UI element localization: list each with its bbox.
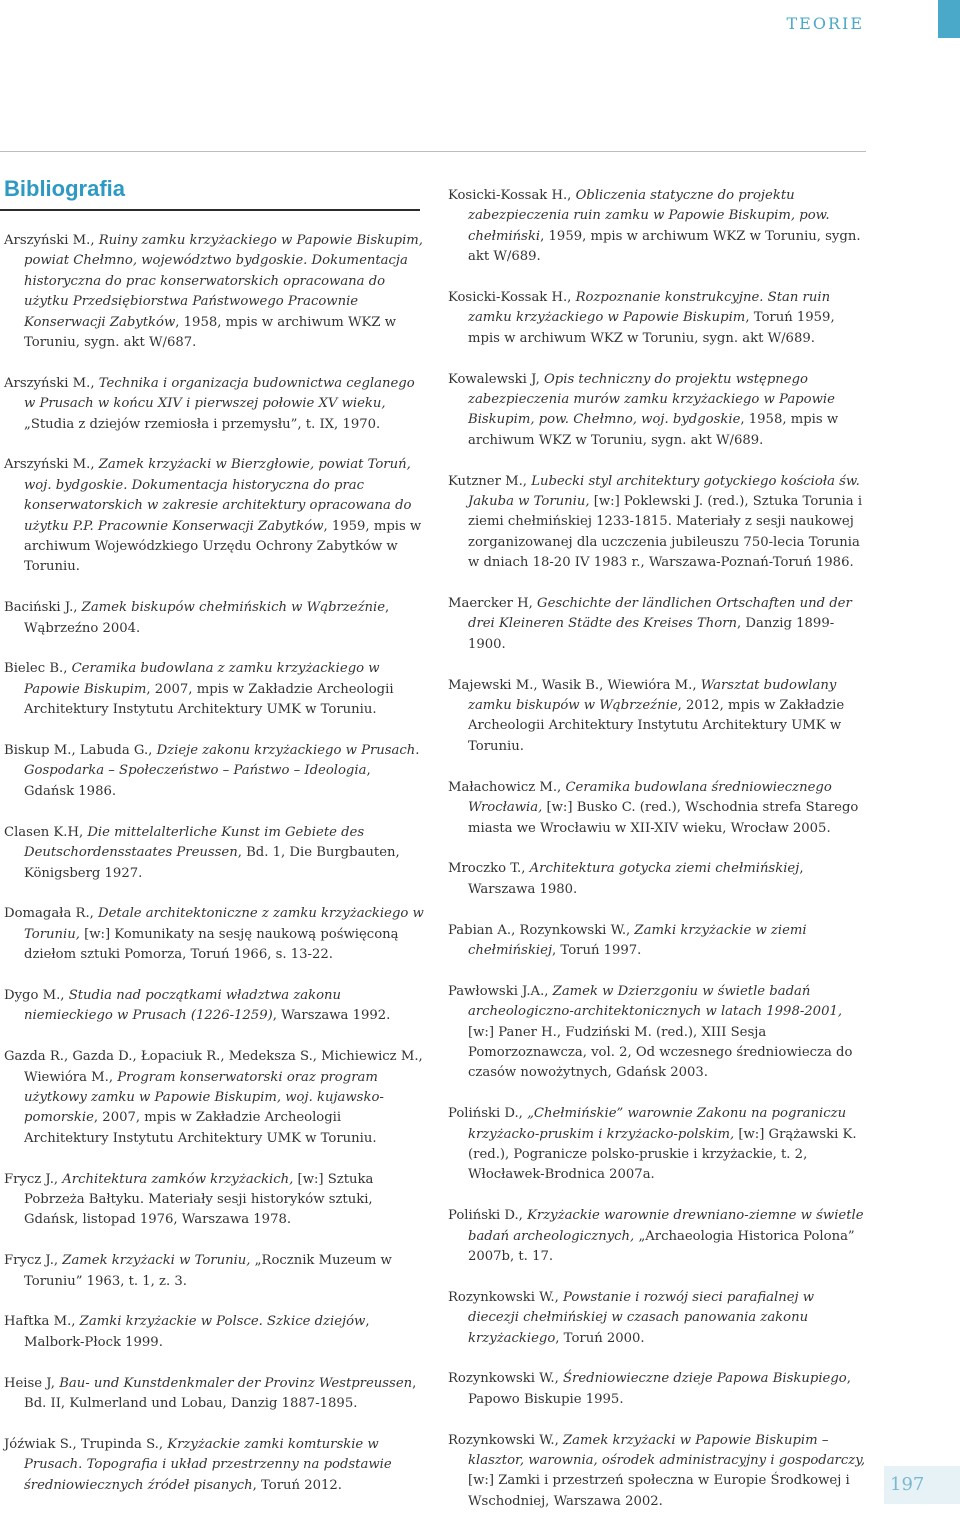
entry-title: Zamek krzyżacki w Bierzgłowie, powiat Toruń, woj. bydgoskie. Dokumentacja historyczna do prac konserwatorskich w zakresie architektury opracowana do użytku P.P. Pracownie Konserwacji Zabytków — [24, 457, 412, 534]
entry-author: Baciński J., — [4, 600, 82, 616]
bib-entry — [4, 231, 424, 353]
entry-author: Kosicki-Kossak H., — [448, 188, 576, 203]
entry-title: Ceramika budowlana z zamku krzyżackiego w Papowie Biskupim — [24, 661, 380, 697]
entry-publication: , Wąbrzeźno 2004. — [24, 600, 390, 636]
entry-publication: [w:] Zamki i przestrzeń społeczna w Europie Środkowej i Wschodniej, Warszawa 2002. — [468, 1473, 850, 1509]
entry-publication: , Papowo Biskupie 1995. — [468, 1371, 851, 1407]
entry-author: Jóźwiak S., Trupinda S., — [4, 1436, 168, 1452]
entry-author: Arszyński M., — [4, 233, 99, 248]
entry-author: Poliński D., — [448, 1208, 528, 1224]
entry-publication: , 1959, mpis w archiwum WKZ w Toruniu, sygn. akt W/689. — [468, 228, 861, 265]
entry-publication: , Toruń 1997. — [552, 942, 642, 958]
entry-publication: [w:] Poklewski J. (red.), Sztuka Torunia i ziemi chełmińskiej 1233-1815. Materiały z sesji naukowej zorganizowanej dla uczczenia jubileuszu 750-lecia Torunia w dniach 18-20 IV 1983 r., Warszawa-Poznań-Toruń 1986. — [468, 494, 863, 571]
bib-entry — [448, 472, 868, 574]
page-number: 197 — [890, 1474, 925, 1495]
bib-entry — [448, 676, 868, 758]
entry-author: Haftka M., — [4, 1314, 80, 1330]
bib-entry — [4, 741, 424, 802]
heading-underline — [0, 209, 420, 211]
bib-entry — [4, 598, 424, 639]
entry-author: Rozynkowski W., — [448, 1371, 563, 1387]
bib-entry — [448, 594, 868, 655]
entry-publication: , Warszawa 1980. — [468, 861, 804, 897]
entry-title: Studia nad początkami władztwa zakonu niemieckiego w Prusach (1226-1259) — [24, 987, 342, 1024]
bib-entry — [448, 1288, 868, 1349]
entry-author: Dygo M., — [4, 987, 69, 1003]
entry-author: Clasen K.H, — [4, 824, 88, 840]
bib-entry — [448, 778, 868, 839]
bib-entry — [4, 1170, 424, 1231]
bib-entry — [448, 1369, 868, 1410]
entry-author: Arszyński M., — [4, 375, 99, 391]
bib-entry — [448, 1104, 868, 1186]
entry-title: Architektura gotycka ziemi chełmińskiej — [529, 861, 800, 877]
bib-entry — [448, 288, 868, 349]
entry-publication: , 1959, mpis w archiwum Wojewódzkiego Urzędu Ochrony Zabytków w Toruniu. — [24, 518, 422, 575]
entry-author: Pawłowski J.A., — [448, 983, 553, 999]
bib-entry — [448, 921, 868, 962]
section-tag: TEORIE — [786, 14, 864, 33]
entry-author: Frycz J., — [4, 1171, 63, 1187]
entry-title: Zamek krzyżacki w Papowie Biskupim – klasztor, warownia, ośrodek administracyjny i gospodarczy, — [468, 1432, 866, 1468]
entry-title: Krzyżackie warownie drewniano-ziemne w świetle badań archeologicznych, — [468, 1208, 864, 1244]
entry-author: Mroczko T., — [448, 861, 530, 877]
entry-title: Średniowieczne dzieje Papowa Biskupiego — [562, 1371, 847, 1387]
entry-author: Arszyński M., — [4, 457, 99, 473]
entry-publication: [w:] Grążawski K. (red.), Pogranicze polsko-pruskie i krzyżackie, t. 2, Włocławek-Brodnica 2007a. — [468, 1126, 857, 1183]
top-divider — [0, 151, 866, 152]
entry-author: Rozynkowski W., — [448, 1432, 563, 1448]
bib-entry — [448, 1206, 868, 1267]
bib-entry — [4, 659, 424, 720]
entry-title: Zamek w Dzierzgoniu w świetle badań archeologiczno-architektonicznych w latach 1998-2001, — [468, 983, 843, 1020]
bib-entry — [4, 374, 424, 435]
entry-publication: , 2012, mpis w Zakładzie Archeologii Architektury Instytutu Architektury UMK w Toruniu. — [468, 698, 845, 754]
entry-publication: [w:] Busko C. (red.), Wschodnia strefa Starego miasta we Wrocławiu w XII-XIV wieku, Wrocław 2005. — [468, 800, 859, 836]
bib-entry — [448, 186, 868, 268]
entry-publication: , Malbork-Płock 1999. — [24, 1314, 370, 1350]
entry-publication: [w:] Sztuka Pobrzeża Bałtyku. Materiały sesji historyków sztuki, Gdańsk, listopad 1976, Warszawa 1978. — [24, 1171, 374, 1228]
entry-publication: , Toruń 1959, mpis w archiwum WKZ w Toruniu, sygn. akt W/689. — [468, 310, 835, 346]
entry-publication: , Bd. 1, Die Burgbauten, Königsberg 1927. — [24, 845, 400, 881]
entry-title: Zamki krzyżackie w Polsce. Szkice dziejów — [79, 1314, 366, 1330]
entry-publication: , Gdańsk 1986. — [24, 763, 371, 799]
entry-title: Opis techniczny do projektu wstępnego zabezpieczenia murów zamku krzyżackiego w Papowie Biskupim, pow. Chełmno, woj. bydgoskie — [468, 371, 835, 428]
bib-entry — [448, 859, 868, 900]
left-column — [4, 231, 424, 1516]
bib-entry — [4, 1312, 424, 1353]
entry-author: Majewski M., Wasik B., Wiewióra M., — [448, 677, 701, 693]
entry-publication: , 2007, mpis w Zakładzie Archeologii Architektury Instytutu Architektury UMK w Toruniu. — [24, 1110, 377, 1146]
entry-author: Małachowicz M., — [448, 779, 566, 795]
entry-title: Architektura zamków krzyżackich, — [62, 1171, 294, 1187]
bib-entry — [448, 982, 868, 1084]
entry-author: Kowalewski J, — [448, 371, 544, 387]
entry-title: Bau- und Kunstdenkmaler der Provinz Westpreussen — [59, 1375, 413, 1391]
entry-publication: , 1958, mpis w archiwum WKZ w Toruniu, sygn. akt W/687. — [24, 314, 397, 351]
bibliography-heading: Bibliografia — [4, 176, 126, 201]
entry-title: Zamek biskupów chełmińskich w Wąbrzeźnie — [81, 600, 386, 616]
entry-publication: , Toruń 2012. — [252, 1477, 342, 1493]
entry-title: Geschichte der ländlichen Ortschaften und der drei Kleineren Städte des Kreises Thorn — [468, 596, 852, 632]
bib-entry — [4, 904, 424, 965]
entry-publication: , 2007, mpis w Zakładzie Archeologii Architektury Instytutu Architektury UMK w Toruniu. — [24, 681, 394, 718]
entry-title: Lubecki styl architektury gotyckiego kościoła św. Jakuba w Toruniu, — [468, 473, 860, 510]
bib-entry — [4, 455, 424, 577]
entry-publication: [w:] Paner H., Fudziński M. (red.), XIII Sesja Pomorzoznawcza, vol. 2, Od wczesnego średniowiecza do czasów nowożytnych, Gdańsk 2003. — [468, 1024, 853, 1081]
bib-entry — [4, 1251, 424, 1292]
entry-title: Krzyżackie zamki komturskie w Prusach. Topografia i układ przestrzenny na podstawie średniowiecznych źródeł pisanych — [24, 1436, 392, 1493]
right-column — [448, 186, 868, 1533]
entry-author: Maercker H, — [448, 596, 538, 612]
entry-publication: , 1958, mpis w archiwum WKZ w Toruniu, sygn. akt W/689. — [468, 412, 839, 448]
entry-publication: , Bd. II, Kulmerland und Lobau, Danzig 1887-1895. — [24, 1375, 417, 1411]
entry-title: Zamek krzyżacki w Toruniu, — [62, 1253, 251, 1269]
bib-entry — [4, 823, 424, 884]
entry-author: Kutzner M., — [448, 473, 532, 489]
entry-title: Program konserwatorski oraz program użytkowy zamku w Papowie Biskupim, woj. kujawsko-pomorskie — [24, 1069, 384, 1126]
entry-title: Zamki krzyżackie w ziemi chełmińskiej — [468, 922, 807, 958]
entry-author: Domagała R., — [4, 906, 99, 922]
entry-publication: , Toruń 2000. — [555, 1330, 645, 1346]
entry-author: Biskup M., Labuda G., — [4, 743, 157, 759]
entry-title: Die mittelalterliche Kunst im Gebiete des Deutschordensstaates Preussen — [24, 824, 365, 861]
entry-publication: [w:] Komunikaty na sesję naukową poświęconą dziełom sztuki Pomorza, Toruń 1966, s. 13-22. — [24, 926, 399, 963]
entry-title: Warsztat budowlany zamku biskupów w Wąbrzeźnie — [468, 677, 837, 714]
bib-entry — [4, 1374, 424, 1415]
entry-publication: , Warszawa 1992. — [272, 1008, 391, 1024]
corner-accent-bar — [938, 0, 960, 38]
entry-publication: „Rocznik Muzeum w Toruniu” 1963, t. 1, z. 3. — [24, 1253, 392, 1289]
entry-publication: „Archaeologia Historica Polona” 2007b, t. 17. — [468, 1228, 855, 1264]
bib-entry — [4, 986, 424, 1027]
entry-author: Bielec B., — [4, 661, 72, 677]
entry-author: Rozynkowski W., — [448, 1289, 563, 1305]
entry-title: „Chełmińskie” warownie Zakonu na pograniczu krzyżacko-pruskim i krzyżacko-polskim, — [468, 1106, 847, 1142]
entry-publication: , Danzig 1899-1900. — [468, 616, 835, 652]
entry-author: Frycz J., — [4, 1253, 63, 1269]
entry-title: Obliczenia statyczne do projektu zabezpieczenia ruin zamku w Papowie Biskupim, pow. chełmiński — [468, 188, 830, 244]
entry-title: Ruiny zamku krzyżackiego w Papowie Biskupim, powiat Chełmno, województwo bydgoskie. Dokumentacja historyczna do prac konserwatorskich opracowana do użytku Przedsiębiorstwa Państwowego Pracownie Konserwacji Zabytków — [24, 233, 423, 330]
bib-entry — [448, 1431, 868, 1513]
entry-title: Powstanie i rozwój sieci parafialnej w diecezji chełmińskiej w czasach panowania zakonu krzyżackiego — [468, 1289, 815, 1346]
entry-author: Kosicki-Kossak H., — [448, 290, 576, 306]
entry-author: Gazda R., Gazda D., Łopaciuk R., Medeksza S., Michiewicz M., Wiewióra M., — [4, 1049, 423, 1085]
entry-title: Detale architektoniczne z zamku krzyżackiego w Toruniu, — [24, 906, 424, 942]
bib-entry — [448, 370, 868, 452]
entry-title: Rozpoznanie konstrukcyjne. Stan ruin zamku krzyżackiego w Papowie Biskupim — [468, 290, 831, 326]
bib-entry — [4, 1047, 424, 1149]
entry-publication: „Studia z dziejów rzemiosła i przemysłu”, t. IX, 1970. — [24, 416, 381, 432]
entry-author: Poliński D., — [448, 1106, 528, 1122]
entry-title: Technika i organizacja budownictwa ceglanego w Prusach w końcu XIV i pierwszej połowie XV wieku, — [24, 375, 415, 412]
entry-title: Ceramika budowlana średniowiecznego Wrocławia, — [468, 779, 832, 816]
bib-entry — [4, 1435, 424, 1496]
entry-author: Pabian A., Rozynkowski W., — [448, 922, 635, 938]
entry-title: Dzieje zakonu krzyżackiego w Prusach. Gospodarka – Społeczeństwo – Państwo – Ideologia — [24, 743, 420, 779]
entry-author: Heise J, — [4, 1375, 60, 1391]
